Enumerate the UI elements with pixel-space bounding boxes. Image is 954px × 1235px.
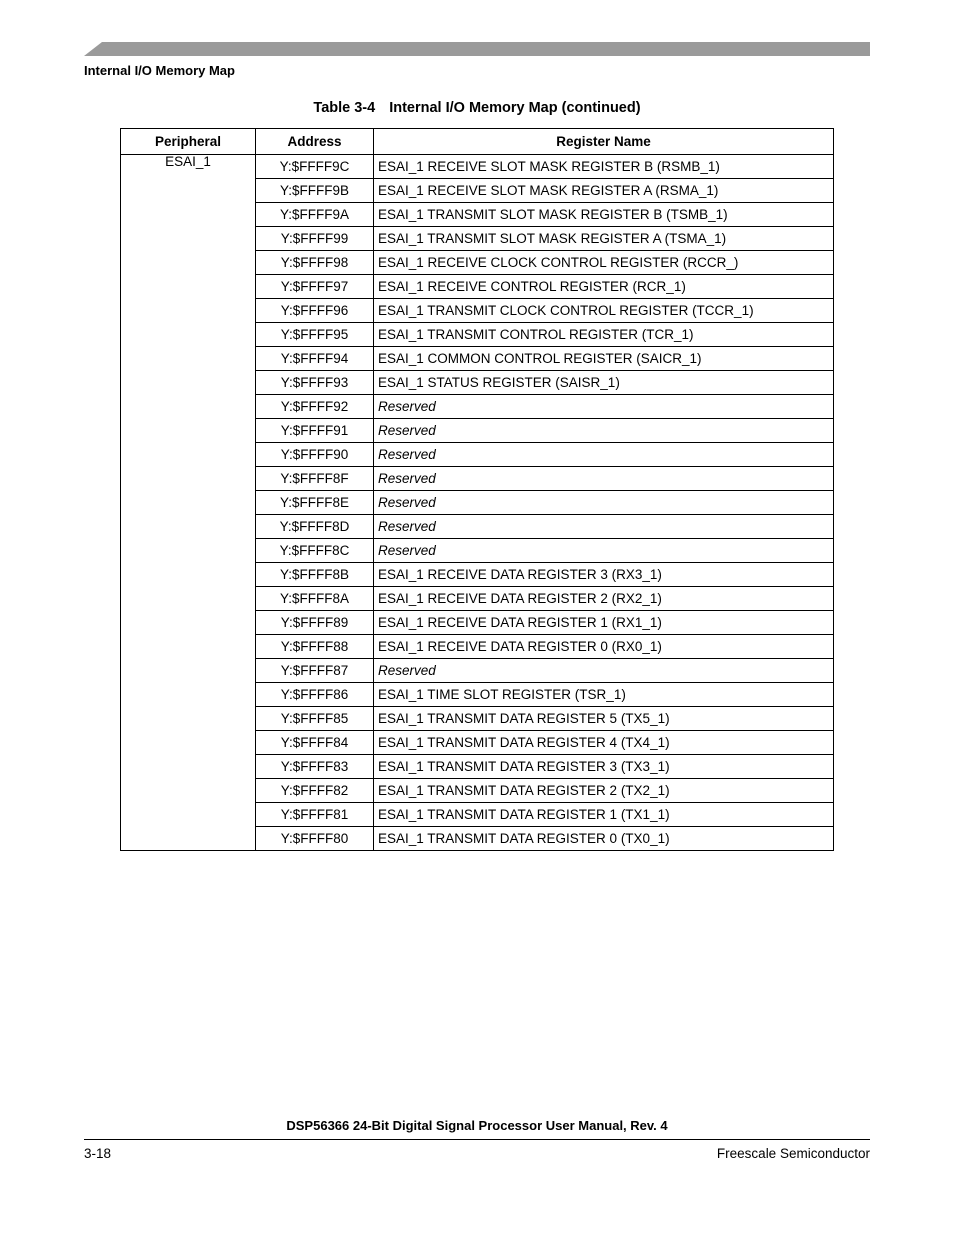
address-cell: Y:$FFFF89 bbox=[256, 611, 374, 635]
footer-divider bbox=[84, 1139, 870, 1140]
register-name-cell: ESAI_1 TRANSMIT DATA REGISTER 1 (TX1_1) bbox=[374, 803, 834, 827]
address-cell: Y:$FFFF96 bbox=[256, 299, 374, 323]
register-name-cell: ESAI_1 RECEIVE DATA REGISTER 3 (RX3_1) bbox=[374, 563, 834, 587]
register-name-cell: Reserved bbox=[374, 515, 834, 539]
register-name-cell: ESAI_1 TRANSMIT SLOT MASK REGISTER A (TSMA_1) bbox=[374, 227, 834, 251]
register-name-cell: Reserved bbox=[374, 467, 834, 491]
peripheral-cell: ESAI_1 bbox=[121, 155, 256, 851]
register-name-cell: ESAI_1 TRANSMIT SLOT MASK REGISTER B (TSMB_1) bbox=[374, 203, 834, 227]
address-cell: Y:$FFFF81 bbox=[256, 803, 374, 827]
header-decorative-bar bbox=[84, 42, 870, 56]
register-name-cell: ESAI_1 TRANSMIT DATA REGISTER 0 (TX0_1) bbox=[374, 827, 834, 851]
register-name-cell: ESAI_1 TIME SLOT REGISTER (TSR_1) bbox=[374, 683, 834, 707]
address-cell: Y:$FFFF98 bbox=[256, 251, 374, 275]
register-name-cell: Reserved bbox=[374, 419, 834, 443]
running-header: Internal I/O Memory Map bbox=[84, 63, 235, 78]
register-name-cell: Reserved bbox=[374, 659, 834, 683]
column-header-address: Address bbox=[256, 129, 374, 155]
register-name-cell: Reserved bbox=[374, 395, 834, 419]
address-cell: Y:$FFFF83 bbox=[256, 755, 374, 779]
address-cell: Y:$FFFF86 bbox=[256, 683, 374, 707]
register-name-cell: ESAI_1 RECEIVE SLOT MASK REGISTER A (RSMA_1) bbox=[374, 179, 834, 203]
table-caption-title: Internal I/O Memory Map (continued) bbox=[389, 100, 641, 116]
register-name-cell: ESAI_1 STATUS REGISTER (SAISR_1) bbox=[374, 371, 834, 395]
table-caption-number: Table 3-4 bbox=[313, 100, 376, 116]
address-cell: Y:$FFFF84 bbox=[256, 731, 374, 755]
address-cell: Y:$FFFF91 bbox=[256, 419, 374, 443]
register-name-cell: ESAI_1 TRANSMIT DATA REGISTER 2 (TX2_1) bbox=[374, 779, 834, 803]
register-name-cell: ESAI_1 TRANSMIT DATA REGISTER 5 (TX5_1) bbox=[374, 707, 834, 731]
address-cell: Y:$FFFF85 bbox=[256, 707, 374, 731]
register-name-cell: Reserved bbox=[374, 443, 834, 467]
address-cell: Y:$FFFF9A bbox=[256, 203, 374, 227]
address-cell: Y:$FFFF88 bbox=[256, 635, 374, 659]
address-cell: Y:$FFFF8E bbox=[256, 491, 374, 515]
page-number: 3-18 bbox=[84, 1146, 112, 1161]
address-cell: Y:$FFFF92 bbox=[256, 395, 374, 419]
address-cell: Y:$FFFF99 bbox=[256, 227, 374, 251]
register-name-cell: ESAI_1 TRANSMIT DATA REGISTER 3 (TX3_1) bbox=[374, 755, 834, 779]
register-name-cell: Reserved bbox=[374, 491, 834, 515]
address-cell: Y:$FFFF8D bbox=[256, 515, 374, 539]
register-name-cell: ESAI_1 RECEIVE DATA REGISTER 2 (RX2_1) bbox=[374, 587, 834, 611]
column-header-peripheral: Peripheral bbox=[121, 129, 256, 155]
address-cell: Y:$FFFF8B bbox=[256, 563, 374, 587]
register-name-cell: ESAI_1 RECEIVE CONTROL REGISTER (RCR_1) bbox=[374, 275, 834, 299]
register-name-cell: ESAI_1 RECEIVE DATA REGISTER 0 (RX0_1) bbox=[374, 635, 834, 659]
register-name-cell: ESAI_1 TRANSMIT DATA REGISTER 4 (TX4_1) bbox=[374, 731, 834, 755]
address-cell: Y:$FFFF80 bbox=[256, 827, 374, 851]
register-name-cell: ESAI_1 TRANSMIT CONTROL REGISTER (TCR_1) bbox=[374, 323, 834, 347]
address-cell: Y:$FFFF94 bbox=[256, 347, 374, 371]
address-cell: Y:$FFFF8C bbox=[256, 539, 374, 563]
address-cell: Y:$FFFF8A bbox=[256, 587, 374, 611]
address-cell: Y:$FFFF90 bbox=[256, 443, 374, 467]
register-name-cell: Reserved bbox=[374, 539, 834, 563]
column-header-register-name: Register Name bbox=[374, 129, 834, 155]
address-cell: Y:$FFFF93 bbox=[256, 371, 374, 395]
address-cell: Y:$FFFF97 bbox=[256, 275, 374, 299]
table-body bbox=[121, 155, 834, 851]
table-row bbox=[121, 155, 834, 179]
register-name-cell: ESAI_1 RECEIVE CLOCK CONTROL REGISTER (RCCR_) bbox=[374, 251, 834, 275]
memory-map-table bbox=[120, 128, 834, 851]
footer-document-title: DSP56366 24-Bit Digital Signal Processor User Manual, Rev. 4 bbox=[286, 1118, 668, 1133]
register-name-cell: ESAI_1 COMMON CONTROL REGISTER (SAICR_1) bbox=[374, 347, 834, 371]
address-cell: Y:$FFFF9B bbox=[256, 179, 374, 203]
table-caption bbox=[0, 100, 954, 116]
register-name-cell: ESAI_1 TRANSMIT CLOCK CONTROL REGISTER (TCCR_1) bbox=[374, 299, 834, 323]
address-cell: Y:$FFFF8F bbox=[256, 467, 374, 491]
address-cell: Y:$FFFF87 bbox=[256, 659, 374, 683]
company-name: Freescale Semiconductor bbox=[716, 1146, 870, 1161]
address-cell: Y:$FFFF82 bbox=[256, 779, 374, 803]
table-header-row bbox=[121, 129, 834, 155]
register-name-cell: ESAI_1 RECEIVE DATA REGISTER 1 (RX1_1) bbox=[374, 611, 834, 635]
address-cell: Y:$FFFF9C bbox=[256, 155, 374, 179]
address-cell: Y:$FFFF95 bbox=[256, 323, 374, 347]
register-name-cell: ESAI_1 RECEIVE SLOT MASK REGISTER B (RSMB_1) bbox=[374, 155, 834, 179]
